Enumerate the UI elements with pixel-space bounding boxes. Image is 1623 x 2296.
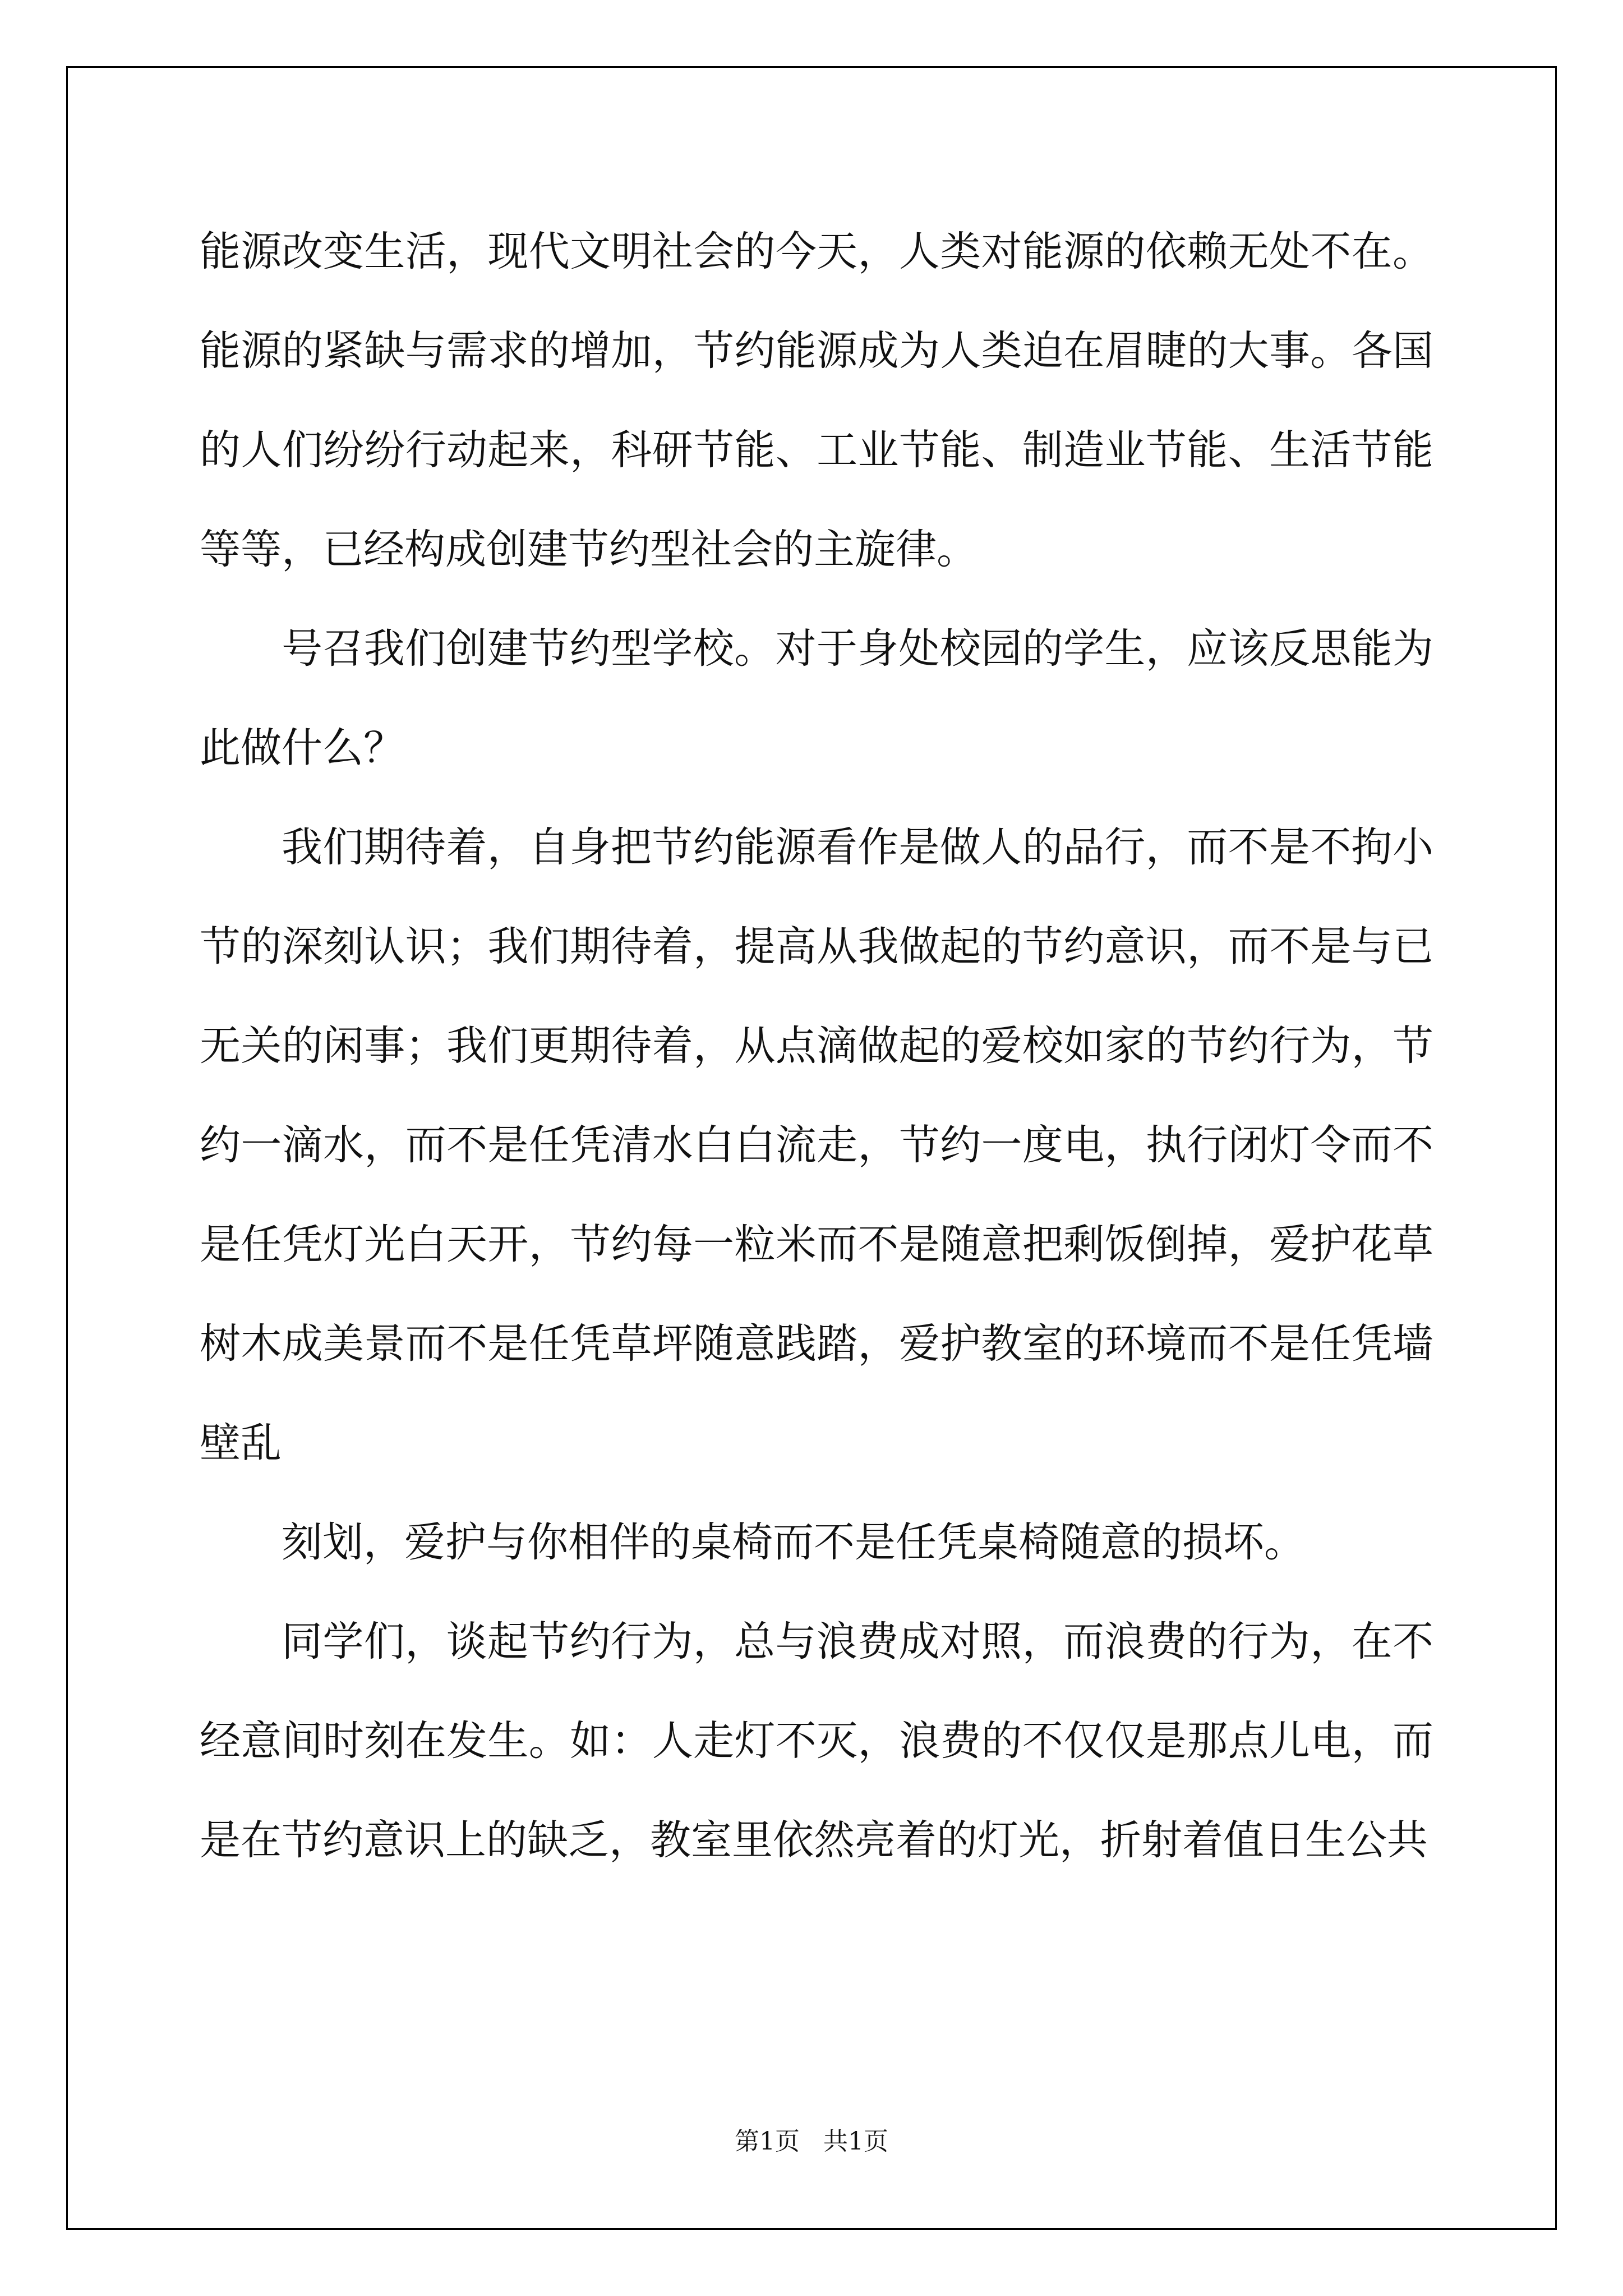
paragraph-5: 同学们，谈起节约行为，总与浪费成对照，而浪费的行为，在不经意间时刻在发生。如：人走灯不灭，浪费的不仅仅是那点儿电，而是在节约意识上的缺乏，教室里依然亮着的灯光，折射着值日生公共 bbox=[200, 1618, 1433, 1864]
paragraph-3: 我们期待着，自身把节约能源看作是做人的品行，而不是不拘小节的深刻认识；我们期待着，提高从我做起的节约意识，而不是与已无关的闲事；我们更期待着，从点滴做起的爱校如家的节约行为，节约一滴水，而不是任凭清水白白流走，节约一度电，执行闭灯令而不是任凭灯光白天开，节约每一粒米而不是随意把剩饭倒掉，爱护花草树木成美景而不是任凭草坪随意践踏，爱护教室的环境而不是任凭墙壁乱 bbox=[200, 823, 1433, 1467]
paragraph-2: 号召我们创建节约型学校。对于身处校园的学生，应该反思能为此做什么？ bbox=[200, 625, 1433, 772]
paragraph-1: 能源改变生活，现代文明社会的今天，人类对能源的依赖无处不在。能源的紧缺与需求的增加，节约能源成为人类迫在眉睫的大事。各国的人们纷纷行动起来，科研节能、工业节能、制造业节能、生活节能等等，已经构成创建节约型社会的主旋律。 bbox=[200, 228, 1433, 573]
paragraph-4: 刻划，爱护与你相伴的桌椅而不是任凭桌椅随意的损坏。 bbox=[282, 1519, 1305, 1566]
page-number-label: 第1页 共1页 bbox=[735, 2127, 888, 2156]
page-footer bbox=[0, 2125, 1623, 2159]
document-body bbox=[200, 202, 1433, 1890]
